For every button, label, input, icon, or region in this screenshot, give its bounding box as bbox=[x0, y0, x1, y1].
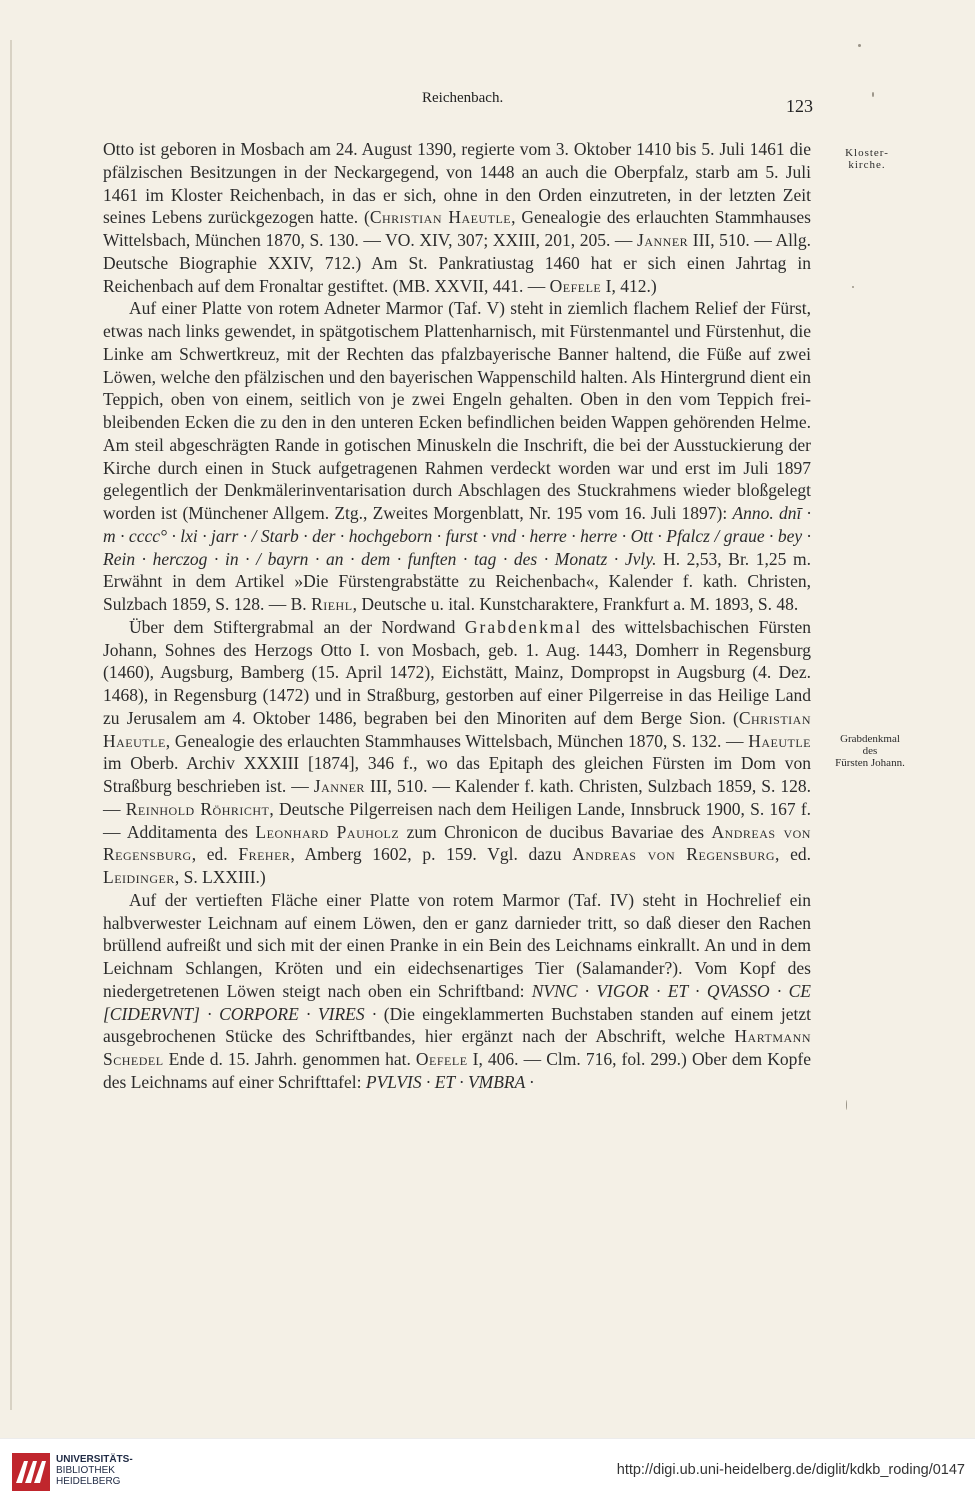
text-run-sc: Reinhold Röhricht bbox=[125, 798, 270, 819]
page-header bbox=[0, 90, 975, 114]
margin-note-grabdenkmal: Grabdenkmal des Fürsten Johann. bbox=[835, 733, 905, 769]
text-run-sc: Oefele bbox=[415, 1049, 468, 1069]
text-run-sc: Christian Haeutle bbox=[369, 207, 512, 228]
text-run: im Oberb. Archiv XXXIII [1874], 346 f., wo das Epitaph des gleichen Fürsten im Dom von Straßburg beschrieben ist. — bbox=[103, 753, 811, 796]
text-run-sp: Grabdenkmal bbox=[464, 616, 583, 637]
text-run: Über dem Stiftergrabmal an der Nordwand bbox=[129, 616, 465, 637]
text-run-sc: Andreas von Regensburg bbox=[572, 844, 775, 865]
text-run: III, 510. — Allg. Deutsche Biographie XXIV, 712.) Am St. Pankratiustag 1460 hat er sich einen Jahrtag in Reichenbach auf dem Fronaltar gestiftet. (MB. XXVII, 441. — bbox=[103, 230, 811, 296]
scan-speck bbox=[846, 1100, 847, 1110]
text-run-sc: Freher bbox=[238, 844, 291, 865]
paragraph-platte-johann bbox=[103, 889, 811, 1094]
text-run: (Die eingeklammerten Buchstaben standen auf einem jetzt ausgebrochenen Stücke des Schriftbandes, hier ergänzt nach der Abschrift, welche bbox=[103, 1003, 811, 1047]
text-run: Auf der vertieften Fläche einer Platte von rotem Marmor (Taf. IV) steht in Hochrelief ein halbverwester Leichnam auf einem Löwen, den er ganz darnieder tritt, so daß dieser den Rachen brüllend aufreißt und sich mit der einen Pranke in ein Bein des Leichnams einkrallt. An und in dem Leichnam Schlangen, Kröten und ein eidechsenartiges Tier (Salamander?). Vom Kopf des niedergetretenen Löwen steigt nach oben ein Schriftband: bbox=[103, 889, 811, 1001]
text-run-sc: Riehl bbox=[311, 594, 353, 614]
text-run-it: PVLVIS · ET · VMBRA · bbox=[365, 1071, 534, 1092]
text-run: III, 510. — Kalender f. kath. Christen, Sulzbach 1859, S. 128. — bbox=[103, 776, 811, 819]
paragraph-otto bbox=[103, 138, 811, 297]
text-run-it: NVNC · VIGOR · ET · QVASSO · CE [CIDERVNT] · CORPORE · VIRES · bbox=[103, 980, 811, 1024]
text-run: Ende d. 15. Jahrh. genommen hat. bbox=[163, 1049, 416, 1069]
text-run: , ed. bbox=[191, 844, 239, 865]
text-run-sc: Hartmann Schedel bbox=[103, 1026, 811, 1069]
text-run-it: Anno. dnī · m · cccc° · lxi · jarr · / Starb · der · hochgeborn · furst · vnd · herre · herre · Ott · Pfalcz / graue · bey · Rein · herczog · in · / bayrn · an · dem · funften · tag · des · Monatz · Jvly. bbox=[103, 503, 811, 569]
text-run: I, 406. — Clm. 716, fol. 299.) Ober dem Kopfe des Leichnams auf einer Schrifttafel: bbox=[103, 1049, 811, 1092]
text-run-sc: Janner bbox=[313, 776, 365, 796]
text-run-sc: Leidinger bbox=[103, 867, 175, 887]
text-run: I, 412.) bbox=[601, 275, 657, 296]
text-run: , Genealogie des erlauchten Stammhauses Wittelsbach, München 1870, S. 130. — VO. XIV, 307; XXIII, 201, 205. — bbox=[103, 207, 811, 250]
running-title: Reichenbach. bbox=[422, 90, 504, 106]
text-run-sc: Haeutle bbox=[748, 730, 811, 751]
text-run: , Amberg 1602, p. 159. Vgl. dazu bbox=[290, 844, 573, 865]
scan-speck bbox=[852, 286, 854, 288]
paragraph-grabdenkmal-johann bbox=[103, 616, 811, 889]
text-run: , S. LXXIII.) bbox=[174, 867, 266, 887]
text-run: , Deutsche u. ital. Kunstcharaktere, Frankfurt a. M. 1893, S. 48. bbox=[352, 594, 799, 614]
text-run: Auf einer Platte von rotem Adneter Marmor (Taf. V) steht in ziemlich flachem Relief der Fürst, etwas nach links gewendet, in spätgotischem Plattenharnisch, mit Fürstenmantel und Fürstenhut, die Linke am Schwertkreuz, mit der Rechten das pfalzbayerische Banner haltend, die Füße auf zwei Löwen, welche den pfälzischen und den bayerischen Wappenschild halten. Als Hintergrund dient ein Teppich, oben von einem, seitlich von je zwei Engeln gehalten. Oben in den vom Teppich freibleibenden Ecken die zu den in den unteren Ecken befindlichen beiden Wappen gehörenden Helme. Am steil abgeschrägten Rande in gotischen Minuskeln die Inschrift, die bei der Ausstuckierung der Kirche durch einen in Stuck aufgetragenen Rahmen verdeckt worden war und erst im Juli 1897 gelegentlich der Denkmälerinventarisation durch Abschlagen des Stuckrahmens wieder bloßgelegt worden ist (Münchener Allgem. Ztg., Zweites Morgenblatt, Nr. 195 vom 16. Juli 1897): bbox=[103, 298, 811, 523]
scan-speck bbox=[872, 92, 874, 97]
university-library-logo-icon bbox=[12, 1453, 50, 1491]
text-run: des wittelsbachischen Fürsten Johann, Sohnes des Herzogs Otto I. von Mosbach, geb. 1. Aug. 1443, Domherr in Regensburg (1460), Augsburg, Bamberg (15. April 1472), Eichstätt, Mainz, Dompropst in Augsburg (4. Dez. 1468), in Regensburg (1472) und in Straßburg, gestorben auf einer Pilgerreise in das Heilige Land zu Jerusalem am 4. Oktober 1486, begraben bei den Minoriten auf dem Berge Sion. ( bbox=[103, 616, 812, 728]
scan-speck bbox=[858, 44, 861, 47]
text-run-sc: Oefele bbox=[549, 275, 602, 296]
body-text bbox=[103, 138, 811, 1094]
page-fold bbox=[10, 40, 12, 1410]
text-run: , ed. bbox=[775, 844, 811, 865]
text-run: , Deutsche Pilgerreisen nach dem Heiligen Lande, Innsbruck 1900, S. 167 f. — Additamenta des bbox=[103, 798, 812, 842]
page-number: 123 bbox=[786, 96, 813, 116]
text-run: , Genealogie des erlauchten Stammhauses Wittelsbach, München 1870, S. 132. — bbox=[165, 730, 749, 751]
text-run-sc: Andreas von Regensburg bbox=[103, 821, 811, 865]
source-url-link[interactable]: http://digi.ub.uni-heidelberg.de/diglit/kdkb_roding/0147 bbox=[616, 1462, 965, 1478]
text-run-sc: Leonhard Pauholz bbox=[255, 821, 400, 842]
margin-note-klosterkirche: Kloster- kirche. bbox=[845, 147, 889, 171]
footer-bar bbox=[0, 1438, 975, 1503]
text-run: H. 2,53, Br. 1,25 m. Erwähnt in dem Artikel »Die Fürstengrabstätte zu Reichenbach«, Kalender f. kath. Christen, Sulzbach 1859, S. 128. — B. bbox=[103, 548, 811, 614]
text-run-sc: Janner bbox=[637, 230, 689, 250]
text-run: Otto ist geboren in Mosbach am 24. August 1390, regierte vom 3. Oktober 1410 bis 5. Juli 1461 die pfälzischen Besitzungen in der Neckargegend, von 1448 an auch die Oberpfalz, starb am 5. Juli 1461 im Kloster Reichenbach, in das er sich, ohne in den Orden einzutreten, in der letzten Zeit seines Lebens zurückgezogen hatte. ( bbox=[103, 139, 811, 228]
text-run: zum Chronicon de ducibus Bavariae des bbox=[399, 821, 712, 842]
text-run-sc: Christian Haeutle bbox=[103, 707, 811, 751]
paragraph-platte-otto bbox=[103, 297, 811, 616]
institution-name: UNIVERSITÄTS- BIBLIOTHEK HEIDELBERG bbox=[56, 1454, 133, 1487]
